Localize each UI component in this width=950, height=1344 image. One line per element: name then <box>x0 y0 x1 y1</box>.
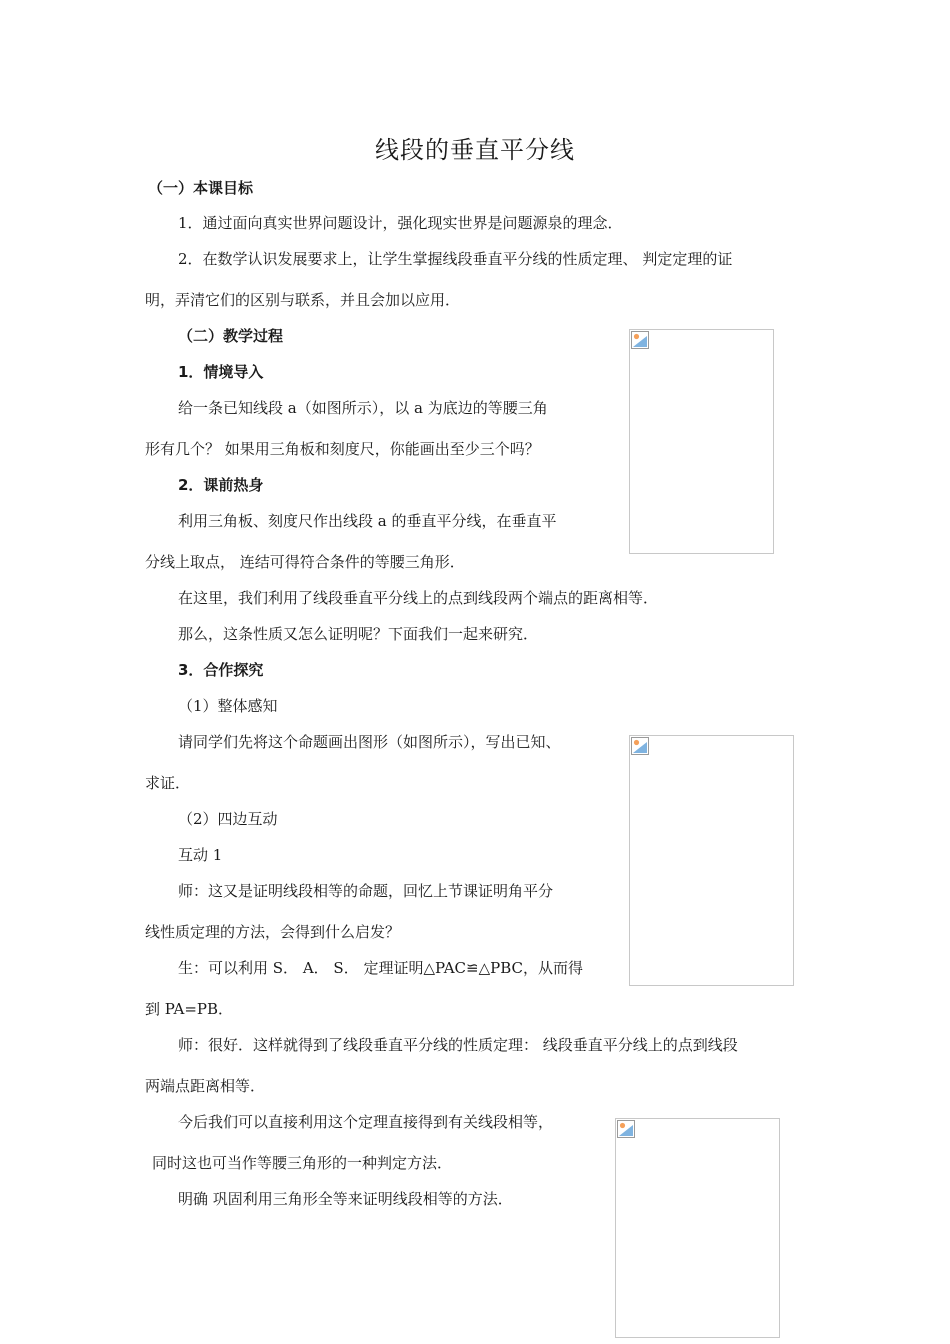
paragraph: 同时这也可当作等腰三角形的一种判定方法． <box>152 1154 453 1172</box>
paragraph: 利用三角板、刻度尺作出线段 a 的垂直平分线，在垂直平 <box>178 512 557 530</box>
paragraph: 生：可以利用 S． A． S． 定理证明△PAC≌△PBC，从而得 <box>178 959 583 977</box>
paragraph: 互动 1 <box>178 846 223 864</box>
paragraph: 师：这又是证明线段相等的命题，回忆上节课证明角平分 <box>178 882 554 900</box>
paragraph: 分线上取点， 连结可得符合条件的等腰三角形． <box>145 553 465 571</box>
page-title: 线段的垂直平分线 <box>375 136 575 164</box>
paragraph: 明，弄清它们的区别与联系，并且会加以应用． <box>145 291 461 309</box>
paragraph: 到 PA=PB． <box>145 1000 234 1018</box>
broken-image-icon <box>617 1120 635 1138</box>
section-heading-goals: （一）本课目标 <box>148 179 254 197</box>
paragraph: （2）四边互动 <box>178 810 278 828</box>
paragraph: 1．通过面向真实世界问题设计，强化现实世界是问题源泉的理念． <box>178 214 623 232</box>
paragraph: 今后我们可以直接利用这个定理直接得到有关线段相等， <box>178 1113 554 1131</box>
paragraph: （1）整体感知 <box>178 697 278 715</box>
paragraph: 2．在数学认识发展要求上，让学生掌握线段垂直平分线的性质定理、 判定定理的证 <box>178 250 733 268</box>
subsection-heading: 3．合作探究 <box>178 661 264 679</box>
paragraph: 求证． <box>145 774 191 792</box>
paragraph: 线性质定理的方法，会得到什么启发？ <box>145 923 401 941</box>
paragraph: 明确 巩固利用三角形全等来证明线段相等的方法． <box>178 1190 513 1208</box>
paragraph: 两端点距离相等． <box>145 1077 266 1095</box>
broken-image-icon <box>631 737 649 755</box>
section-heading-process: （二）教学过程 <box>178 327 284 345</box>
figure-placeholder-3 <box>615 1118 780 1338</box>
paragraph: 形有几个？ 如果用三角板和刻度尺，你能画出至少三个吗？ <box>145 440 540 458</box>
paragraph: 在这里，我们利用了线段垂直平分线上的点到线段两个端点的距离相等． <box>178 589 659 607</box>
paragraph: 那么，这条性质又怎么证明呢？下面我们一起来研究． <box>178 625 539 643</box>
broken-image-icon <box>631 331 649 349</box>
paragraph: 给一条已知线段 a（如图所示），以 a 为底边的等腰三角 <box>178 399 548 417</box>
figure-placeholder-2 <box>629 735 794 986</box>
subsection-heading: 1．情境导入 <box>178 363 264 381</box>
paragraph: 师：很好．这样就得到了线段垂直平分线的性质定理： 线段垂直平分线上的点到线段 <box>178 1036 738 1054</box>
subsection-heading: 2．课前热身 <box>178 476 264 494</box>
paragraph: 请同学们先将这个命题画出图形（如图所示），写出已知、 <box>178 733 561 751</box>
figure-placeholder-1 <box>629 329 774 554</box>
